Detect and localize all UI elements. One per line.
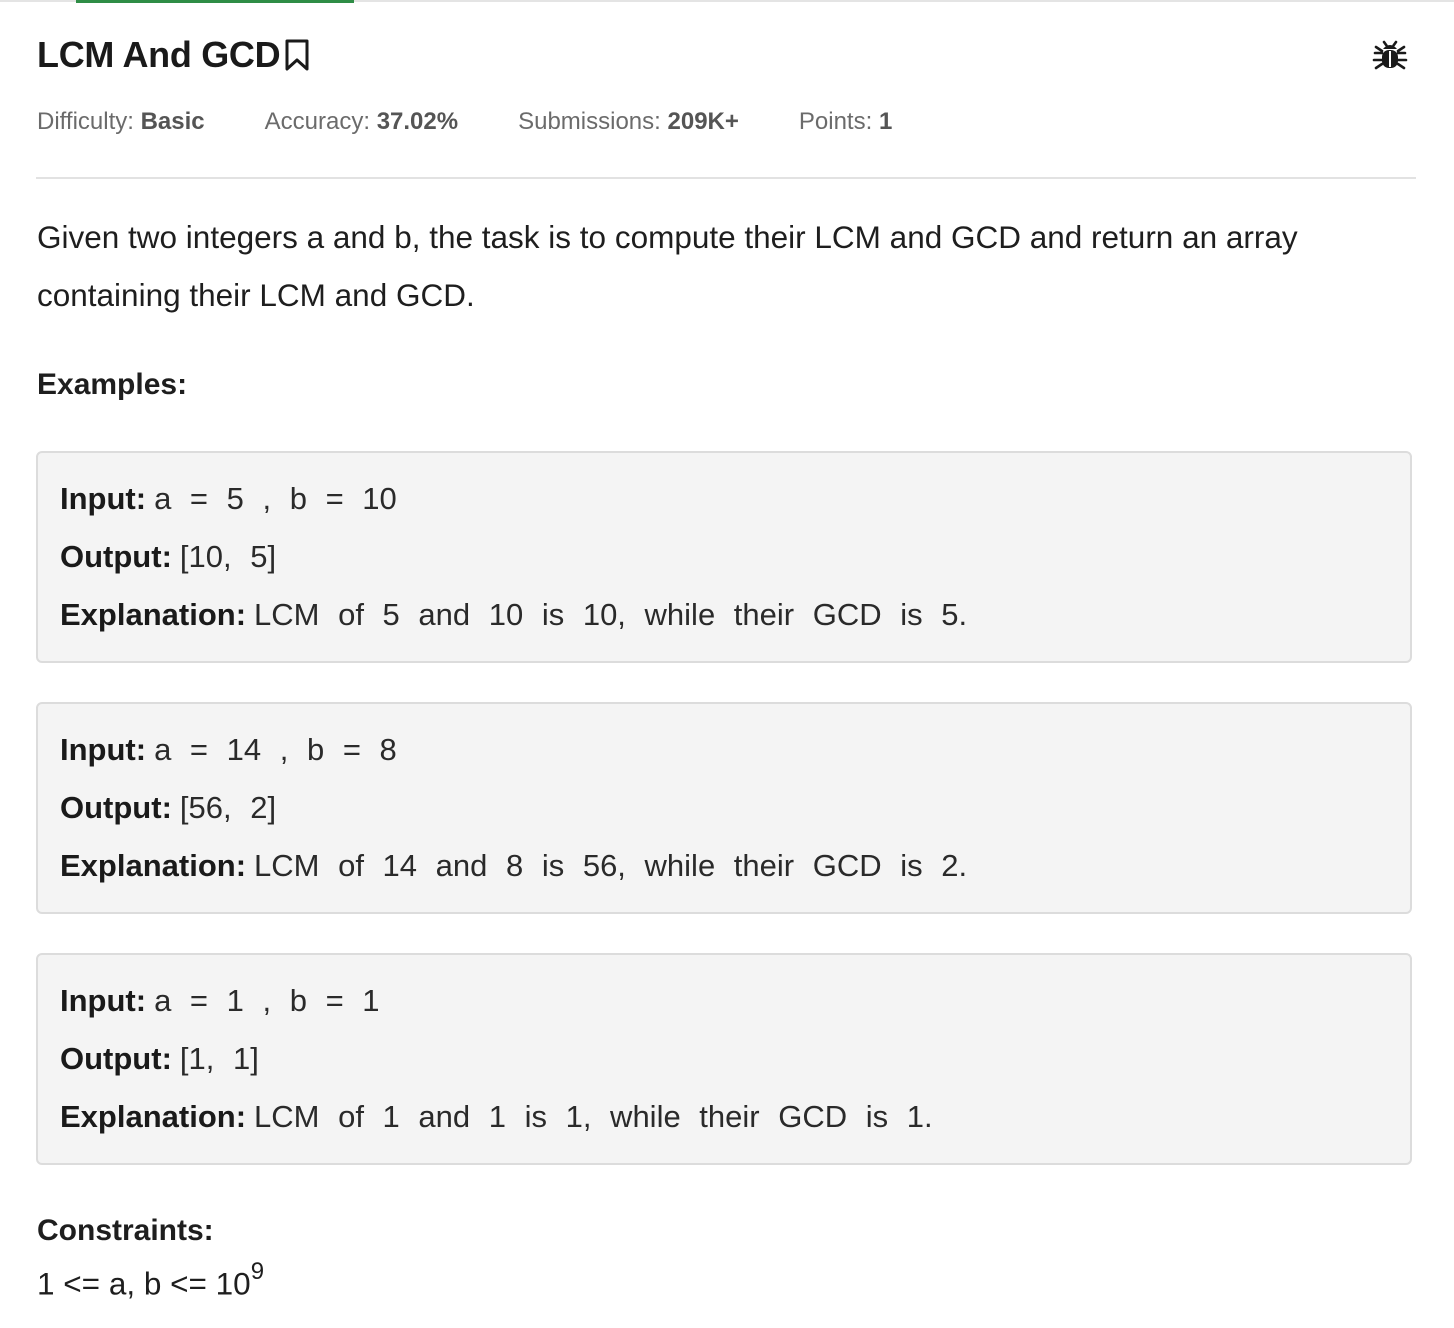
example-box [36,451,1412,663]
problem-title: LCM And GCD [37,34,281,75]
difficulty-value: Basic [140,108,205,135]
output-label: Output: [60,1041,172,1076]
example-output [60,539,276,575]
example-box [36,702,1412,914]
constraint-text [37,1258,265,1303]
explanation-value: LCM of 14 and 8 is 56, while their GCD is 2. [254,848,968,883]
output-value: [1, 1] [179,1041,259,1076]
explanation-value: LCM of 5 and 10 is 10, while their GCD is 5. [254,597,968,632]
input-value: a = 1 , b = 1 [154,983,380,1018]
header-divider [36,177,1416,179]
explanation-value: LCM of 1 and 1 is 1, while their GCD is 1. [254,1099,933,1134]
active-tab-indicator [76,0,354,3]
submissions-value: 209K+ [667,108,739,135]
examples-heading: Examples: [37,368,188,401]
output-value: [56, 2] [179,790,277,825]
example-explanation [60,597,967,633]
difficulty-label: Difficulty: [37,108,134,135]
example-explanation [60,1099,933,1135]
example-input [60,983,380,1019]
example-explanation [60,848,967,884]
input-label: Input: [60,983,147,1018]
problem-meta [37,108,892,136]
title-row [37,34,312,76]
points-value: 1 [878,108,893,135]
output-label: Output: [60,790,172,825]
constraints-heading: Constraints: [37,1214,214,1247]
submissions [518,108,739,136]
input-label: Input: [60,481,147,516]
input-value: a = 5 , b = 10 [154,481,397,516]
bug-icon[interactable] [1371,36,1409,74]
example-output [60,790,276,826]
accuracy [265,108,458,136]
example-input [60,732,397,768]
output-label: Output: [60,539,172,574]
example-box [36,953,1412,1165]
problem-description: Given two integers a and b, the task is to compute their LCM and GCD and return an array containing their LCM and GCD. [37,219,1298,313]
constraint-base: 1 <= a, b <= 10 [37,1265,251,1302]
explanation-label: Explanation: [60,848,247,883]
points-label: Points: [798,108,873,135]
accuracy-value: 37.02% [376,108,459,135]
input-value: a = 14 , b = 8 [154,732,397,767]
constraint-exponent: 9 [250,1258,265,1285]
submissions-label: Submissions: [518,108,661,135]
explanation-label: Explanation: [60,1099,247,1134]
bookmark-icon[interactable] [284,37,312,73]
difficulty [37,108,205,136]
accuracy-label: Accuracy: [264,108,371,135]
example-input [60,481,397,517]
example-output [60,1041,259,1077]
input-label: Input: [60,732,147,767]
points [799,108,892,136]
output-value: [10, 5] [179,539,277,574]
explanation-label: Explanation: [60,597,247,632]
